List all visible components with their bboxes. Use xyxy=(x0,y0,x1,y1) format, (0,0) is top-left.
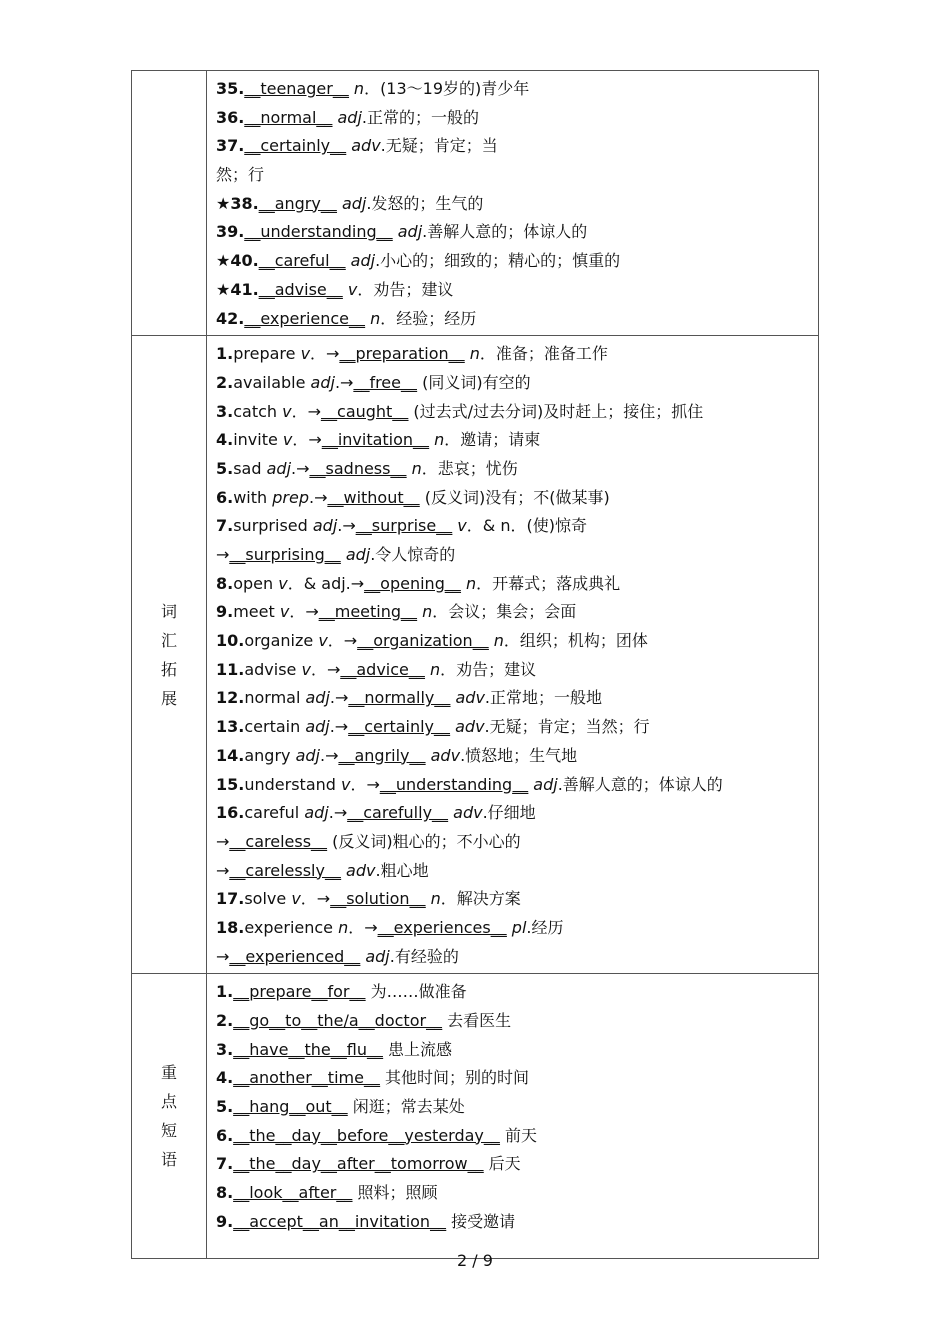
gloss: .愤怒地；生气地 xyxy=(460,745,578,765)
gloss: .发怒的；生气的 xyxy=(366,193,484,213)
entry-star: ★ xyxy=(216,193,231,213)
section-content xyxy=(207,336,819,974)
answer-blank: __the__day__after__tomorrow__ xyxy=(233,1154,484,1174)
arrow: .→ xyxy=(319,745,339,765)
part-of-speech: adj xyxy=(312,516,338,536)
arrow: .→ xyxy=(329,717,349,737)
section-row-vocab-expand xyxy=(132,336,819,974)
answer-blank: __certainly__ xyxy=(348,717,451,737)
answer-blank: __invitation__ xyxy=(321,430,430,450)
gloss: 接受邀请 xyxy=(446,1211,516,1231)
part-of-speech: adv xyxy=(351,136,381,156)
entry-number: 3. xyxy=(216,1039,234,1059)
arrow: ．→ xyxy=(300,889,331,909)
list-item xyxy=(216,1179,818,1208)
list-item xyxy=(216,512,818,541)
list-item xyxy=(216,598,818,627)
part-of-speech: v xyxy=(282,401,292,421)
gloss-continued: 然；行 xyxy=(216,165,265,185)
part-of-speech: n xyxy=(430,889,441,909)
list-item xyxy=(216,161,818,190)
gloss: 后天 xyxy=(483,1154,521,1174)
section-row-vocab-cont xyxy=(132,71,819,336)
answer-blank: __another__time__ xyxy=(233,1068,380,1088)
part-of-speech: n xyxy=(338,917,349,937)
entry-number: 7. xyxy=(216,1154,234,1174)
part-of-speech: adj xyxy=(295,745,320,765)
part-of-speech: adj xyxy=(350,251,376,271)
answer-blank: __go__to__the/a__doctor__ xyxy=(233,1011,443,1030)
gloss: 闲逛；常去某处 xyxy=(347,1097,465,1117)
list-item xyxy=(216,426,818,455)
answer-blank: __experiences__ xyxy=(377,917,507,937)
list-item xyxy=(216,276,818,305)
arrow: .→ xyxy=(329,688,349,708)
answer-blank: __look__after__ xyxy=(233,1183,353,1203)
entry-number: 7. xyxy=(216,516,234,536)
gloss: ．悲哀；忧伤 xyxy=(421,458,518,478)
gloss: ．(13～19岁的)青少年 xyxy=(364,79,530,98)
list-item xyxy=(216,75,818,104)
gloss: 患上流感 xyxy=(382,1039,453,1059)
part-of-speech: adj xyxy=(365,946,390,966)
base-word: experience xyxy=(244,917,339,937)
gloss: .小心的；细致的；精心的；慎重的 xyxy=(375,251,621,271)
answer-blank: __the__day__before__yesterday__ xyxy=(233,1125,500,1145)
list-item xyxy=(216,713,818,742)
entry-number: 2. xyxy=(216,372,234,392)
part-of-speech: v xyxy=(318,631,328,651)
part-of-speech: n xyxy=(434,430,445,450)
section-category xyxy=(132,974,207,1259)
base-word: with xyxy=(233,487,273,507)
part-of-speech: v xyxy=(457,516,467,536)
part-of-speech: n xyxy=(429,659,441,679)
section-lines xyxy=(207,336,818,973)
gloss: .粗心地 xyxy=(375,860,429,880)
base-word: normal xyxy=(244,688,306,708)
entry-number: 4. xyxy=(216,430,234,450)
category-char: 拓 xyxy=(160,659,177,679)
part-of-speech: v xyxy=(279,602,290,622)
part-of-speech: adj xyxy=(533,774,558,794)
arrow: ．→ xyxy=(292,430,322,450)
answer-blank: __angry__ xyxy=(258,193,337,213)
part-of-speech: v xyxy=(291,889,301,909)
list-item xyxy=(216,247,818,276)
list-item xyxy=(216,1064,818,1093)
entry-number: 2. xyxy=(216,1011,234,1030)
answer-blank: __have__the__flu__ xyxy=(233,1039,383,1059)
entry-number: 39. xyxy=(216,222,245,242)
part-of-speech: adv xyxy=(430,745,461,765)
list-item xyxy=(216,1007,818,1036)
table-body xyxy=(132,71,819,1259)
list-item xyxy=(216,828,818,857)
category-char: 语 xyxy=(160,1150,177,1170)
entry-number: 13. xyxy=(216,717,245,737)
part-of-speech: adj xyxy=(345,545,371,564)
gloss: .无疑；肯定；当 xyxy=(380,136,498,156)
answer-blank: __carelessly__ xyxy=(229,860,341,880)
entry-number: 35. xyxy=(216,79,245,98)
entry-number: 11. xyxy=(216,659,245,679)
entry-number: 8. xyxy=(216,573,234,593)
base-word: solve xyxy=(244,889,292,909)
entry-number: 9. xyxy=(216,1211,234,1231)
list-item xyxy=(216,799,818,828)
gloss: ．组织；机构；团体 xyxy=(503,631,648,651)
part-of-speech: adv xyxy=(455,688,485,708)
part-of-speech: n xyxy=(469,344,480,364)
base-word: angry xyxy=(244,745,296,765)
base-word: organize xyxy=(244,631,319,651)
gloss: (同义词)有空的 xyxy=(422,372,531,392)
gloss: ．劝告；建议 xyxy=(357,279,454,299)
list-item xyxy=(216,1036,818,1065)
part-of-speech: v xyxy=(300,344,311,364)
section-category xyxy=(132,71,207,336)
arrow-icon: → xyxy=(216,946,230,966)
list-item xyxy=(216,627,818,656)
gloss: ．劝告；建议 xyxy=(440,659,537,679)
gloss: 为……做准备 xyxy=(365,982,467,1002)
entry-number: 16. xyxy=(216,803,245,823)
gloss: ．& n．(使)惊奇 xyxy=(466,516,587,536)
entry-number: 18. xyxy=(216,917,245,937)
answer-blank: __experienced__ xyxy=(229,946,361,966)
list-item xyxy=(216,484,818,513)
entry-number: 5. xyxy=(216,458,234,478)
part-of-speech: adv xyxy=(346,860,376,880)
part-of-speech: prep xyxy=(272,487,309,507)
section-category xyxy=(132,336,207,974)
entry-number: 10. xyxy=(216,631,245,651)
answer-blank: __caught__ xyxy=(321,401,409,421)
entry-number: 36. xyxy=(216,107,245,127)
base-word: certain xyxy=(244,717,306,737)
answer-blank: __normal__ xyxy=(244,107,333,127)
gloss: .善解人意的；体谅人的 xyxy=(422,222,588,242)
answer-blank: __meeting__ xyxy=(318,602,418,622)
section-lines xyxy=(207,71,818,335)
list-item xyxy=(216,742,818,771)
arrow: ．→ xyxy=(310,344,340,364)
vocabulary-table xyxy=(131,70,819,1259)
entry-star: ★ xyxy=(216,251,231,271)
gloss: .正常地；一般地 xyxy=(484,688,603,708)
entry-number: 40. xyxy=(230,251,259,271)
section-content xyxy=(207,71,819,336)
entry-number: 5. xyxy=(216,1097,234,1117)
answer-blank: __understanding__ xyxy=(244,222,393,242)
arrow: ．& adj.→ xyxy=(287,573,365,593)
part-of-speech: adj xyxy=(337,107,362,127)
category-char: 词 xyxy=(160,601,177,621)
answer-blank: __sadness__ xyxy=(309,458,407,478)
answer-blank: __surprising__ xyxy=(229,545,341,564)
part-of-speech: adj xyxy=(310,372,335,392)
gloss: .有经验的 xyxy=(389,946,459,966)
answer-blank: __opening__ xyxy=(364,573,461,593)
part-of-speech: adj xyxy=(341,193,367,213)
answer-blank: __understanding__ xyxy=(379,774,529,794)
entry-number: 9. xyxy=(216,602,234,622)
list-item xyxy=(216,684,818,713)
part-of-speech: v xyxy=(347,279,358,299)
answer-blank: __solution__ xyxy=(330,889,426,909)
part-of-speech: v xyxy=(282,430,293,450)
gloss: .仔细地 xyxy=(482,803,536,823)
gloss: ．准备；准备工作 xyxy=(479,344,608,364)
part-of-speech: adj xyxy=(266,458,292,478)
list-item xyxy=(216,656,818,685)
base-word: surprised xyxy=(233,516,313,536)
part-of-speech: n xyxy=(353,79,365,98)
gloss: 前天 xyxy=(499,1125,537,1145)
list-item xyxy=(216,104,818,133)
answer-blank: __organization__ xyxy=(357,631,489,651)
answer-blank: __without__ xyxy=(327,487,420,507)
part-of-speech: adj xyxy=(304,803,329,823)
section-content xyxy=(207,974,819,1259)
answer-blank: __accept__an__invitation__ xyxy=(233,1211,447,1231)
part-of-speech: n xyxy=(493,631,504,651)
list-item xyxy=(216,943,818,972)
arrow: ．→ xyxy=(310,659,341,679)
base-word: sad xyxy=(233,458,267,478)
base-word: available xyxy=(233,372,311,392)
entry-number: 37. xyxy=(216,136,245,156)
list-item xyxy=(216,305,818,334)
list-item xyxy=(216,340,818,369)
part-of-speech: v xyxy=(278,573,288,593)
part-of-speech: adj xyxy=(305,688,330,708)
answer-blank: __preparation__ xyxy=(339,344,465,364)
answer-blank: __carefully__ xyxy=(347,803,449,823)
arrow: ．→ xyxy=(291,401,322,421)
part-of-speech: v xyxy=(341,774,351,794)
gloss: .无疑；肯定；当然；行 xyxy=(484,717,650,737)
part-of-speech: n xyxy=(465,573,477,593)
gloss: .善解人意的；体谅人的 xyxy=(557,774,723,794)
arrow: .→ xyxy=(337,516,356,536)
list-item xyxy=(216,190,818,219)
gloss: (反义词)没有；不(做某事) xyxy=(424,487,610,507)
gloss: ．解决方案 xyxy=(440,889,521,909)
arrow-icon: → xyxy=(216,545,230,564)
entry-number: 38. xyxy=(230,193,259,213)
list-item xyxy=(216,1208,818,1237)
list-item xyxy=(216,914,818,943)
answer-blank: __surprise__ xyxy=(355,516,453,536)
answer-blank: __experience__ xyxy=(244,308,366,328)
answer-blank: __hang__out__ xyxy=(233,1097,348,1117)
list-item xyxy=(216,398,818,427)
category-char: 重 xyxy=(160,1063,177,1083)
list-item xyxy=(216,455,818,484)
part-of-speech: adv xyxy=(453,803,483,823)
entry-number: 15. xyxy=(216,774,245,794)
part-of-speech: adj xyxy=(397,222,423,242)
arrow: .→ xyxy=(291,458,310,478)
list-item xyxy=(216,218,818,247)
arrow: .→ xyxy=(328,803,348,823)
list-item xyxy=(216,978,818,1007)
base-word: advise xyxy=(244,659,302,679)
list-item xyxy=(216,541,818,570)
part-of-speech: n xyxy=(411,458,422,478)
gloss: ．会议；集会；会面 xyxy=(432,602,577,622)
part-of-speech: n xyxy=(370,308,381,328)
entry-number: 12. xyxy=(216,688,245,708)
gloss: .经历 xyxy=(526,917,564,937)
gloss: .令人惊奇的 xyxy=(370,545,456,564)
answer-blank: __teenager__ xyxy=(244,79,349,98)
entry-number: 6. xyxy=(216,1125,234,1145)
arrow: ．→ xyxy=(348,917,378,937)
arrow: ．→ xyxy=(327,631,358,651)
gloss: (过去式/过去分词)及时赶上；接住；抓住 xyxy=(413,401,704,421)
entry-star: ★ xyxy=(216,279,231,299)
gloss: 其他时间；别的时间 xyxy=(379,1068,530,1088)
part-of-speech: adj xyxy=(305,717,330,737)
arrow: .→ xyxy=(334,372,354,392)
list-item xyxy=(216,570,818,599)
entry-number: 6. xyxy=(216,487,234,507)
gloss: (反义词)粗心的；不小心的 xyxy=(332,831,521,851)
list-item xyxy=(216,885,818,914)
entry-number: 1. xyxy=(216,982,234,1002)
list-item xyxy=(216,369,818,398)
entry-number: 41. xyxy=(230,279,259,299)
category-char: 展 xyxy=(160,688,177,708)
arrow: ．→ xyxy=(350,774,380,794)
arrow-icon: → xyxy=(216,831,230,851)
entry-number: 17. xyxy=(216,889,245,909)
gloss: ．开幕式；落成典礼 xyxy=(476,573,621,593)
category-char: 汇 xyxy=(160,630,177,650)
base-word: prepare xyxy=(233,344,301,364)
answer-blank: __prepare__for__ xyxy=(233,982,366,1002)
list-item xyxy=(216,132,818,161)
gloss: .正常的；一般的 xyxy=(361,107,479,127)
arrow: ．→ xyxy=(289,602,319,622)
list-item xyxy=(216,857,818,886)
answer-blank: __free__ xyxy=(353,372,417,392)
answer-blank: __normally__ xyxy=(348,688,451,708)
category-char: 短 xyxy=(160,1121,177,1141)
base-word: open xyxy=(233,573,279,593)
part-of-speech: v xyxy=(301,659,311,679)
gloss: ．邀请；请柬 xyxy=(444,430,541,450)
category-char: 点 xyxy=(160,1092,177,1112)
answer-blank: __certainly__ xyxy=(244,136,347,156)
list-item xyxy=(216,1150,818,1179)
answer-blank: __careful__ xyxy=(258,251,346,271)
section-lines xyxy=(207,974,818,1238)
gloss: 去看医生 xyxy=(442,1011,512,1030)
base-word: catch xyxy=(233,401,283,421)
list-item xyxy=(216,1093,818,1122)
gloss: ．经验；经历 xyxy=(380,308,477,328)
section-row-phrases xyxy=(132,974,819,1259)
answer-blank: __advise__ xyxy=(258,279,343,299)
entry-number: 3. xyxy=(216,401,234,421)
entry-number: 1. xyxy=(216,344,234,364)
base-word: careful xyxy=(244,803,305,823)
base-word: meet xyxy=(233,602,280,622)
answer-blank: __advice__ xyxy=(340,659,425,679)
base-word: invite xyxy=(233,430,283,450)
arrow-icon: → xyxy=(216,860,230,880)
entry-number: 14. xyxy=(216,745,245,765)
arrow: .→ xyxy=(308,487,328,507)
list-item xyxy=(216,1122,818,1151)
gloss: 照料；照顾 xyxy=(352,1183,438,1203)
entry-number: 42. xyxy=(216,308,245,328)
page-number: 2 / 9 xyxy=(457,1251,493,1270)
part-of-speech: n xyxy=(422,602,433,622)
base-word: understand xyxy=(244,774,341,794)
part-of-speech: adv xyxy=(455,717,485,737)
answer-blank: __careless__ xyxy=(229,831,328,851)
part-of-speech: pl xyxy=(511,917,527,937)
answer-blank: __angrily__ xyxy=(338,745,426,765)
entry-number: 8. xyxy=(216,1183,234,1203)
list-item xyxy=(216,771,818,800)
entry-number: 4. xyxy=(216,1068,234,1088)
